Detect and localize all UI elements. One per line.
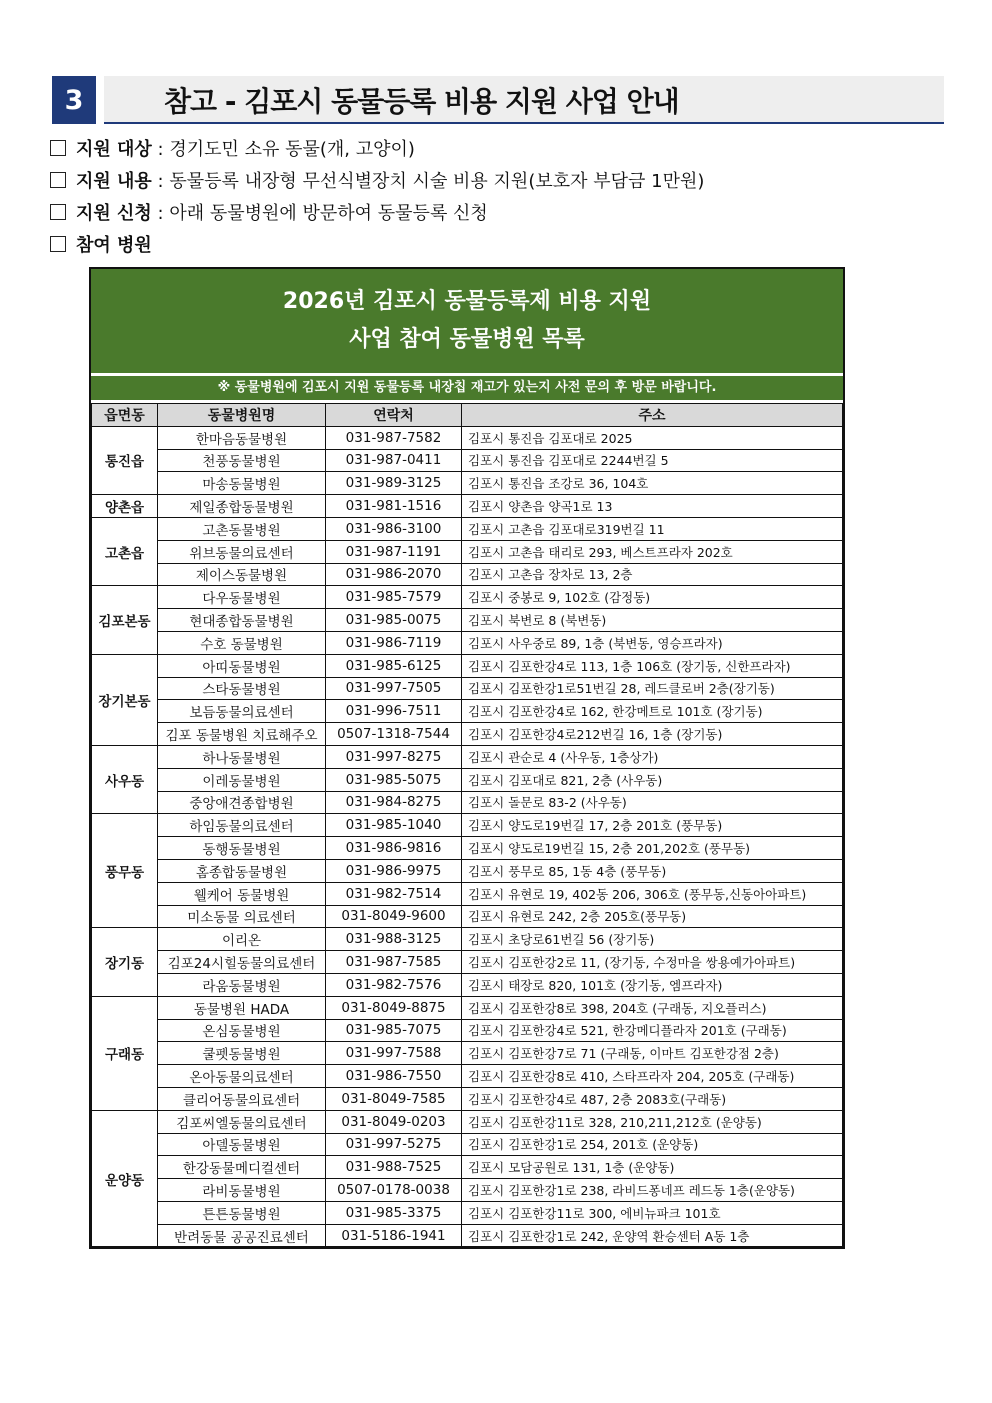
table-notice: ※ 동물병원에 김포시 지원 동물등록 내장칩 재고가 있는지 사전 문의 후 방문 바랍니다. (91, 373, 843, 403)
address-cell: 김포시 유현로 19, 402동 206, 306호 (풍무동,신동아아파트) (462, 882, 843, 905)
table-row (92, 426, 843, 449)
header-phone: 연락처 (326, 404, 462, 427)
table-row (92, 563, 843, 586)
address-cell: 김포시 통진읍 조강로 36, 104호 (462, 472, 843, 495)
hospital-name-cell: 클리어동물의료센터 (158, 1087, 326, 1110)
address-cell: 김포시 양도로19번길 15, 2층 201,202호 (풍무동) (462, 837, 843, 860)
phone-cell: 031-8049-7585 (326, 1087, 462, 1110)
table-row (92, 996, 843, 1019)
table-title-line2: 사업 참여 동물병원 목록 (349, 327, 585, 352)
checkbox-icon (50, 236, 66, 252)
address-cell: 김포시 고촌읍 장차로 13, 2층 (462, 563, 843, 586)
phone-cell: 031-988-7525 (326, 1156, 462, 1179)
info-key: 지원 대상 (76, 139, 152, 160)
address-cell: 김포시 김포한강7로 71 (구래동, 이마트 김포한강점 2층) (462, 1042, 843, 1065)
table-row (92, 1019, 843, 1042)
table-row (92, 517, 843, 540)
hospital-name-cell: 제이스동물병원 (158, 563, 326, 586)
hospital-name-cell: 한마음동물병원 (158, 426, 326, 449)
table-row (92, 677, 843, 700)
table-row (92, 928, 843, 951)
hospital-name-cell: 이리온 (158, 928, 326, 951)
phone-cell: 031-988-3125 (326, 928, 462, 951)
phone-cell: 031-986-3100 (326, 517, 462, 540)
phone-cell: 031-986-9975 (326, 859, 462, 882)
table-row (92, 609, 843, 632)
phone-cell: 031-986-9816 (326, 837, 462, 860)
district-cell: 통진읍 (92, 426, 158, 494)
table-body (92, 426, 843, 1247)
info-key: 지원 신청 (76, 203, 152, 224)
table-row (92, 654, 843, 677)
phone-cell: 031-986-7119 (326, 631, 462, 654)
hospital-name-cell: 이레동물병원 (158, 768, 326, 791)
hospital-name-cell: 김포 동물병원 치료해주오 (158, 723, 326, 746)
phone-cell: 031-986-7550 (326, 1065, 462, 1088)
address-cell: 김포시 모담공원로 131, 1층 (운양동) (462, 1156, 843, 1179)
table-row (92, 586, 843, 609)
table-row (92, 791, 843, 814)
info-value: 동물등록 내장형 무선식별장치 시술 비용 지원(보호자 부담금 1만원) (169, 171, 705, 192)
phone-cell: 031-986-2070 (326, 563, 462, 586)
phone-cell: 031-987-7582 (326, 426, 462, 449)
hospital-name-cell: 고촌동물병원 (158, 517, 326, 540)
district-cell: 양촌읍 (92, 495, 158, 518)
table-header-row (92, 404, 843, 427)
info-key: 지원 내용 (76, 171, 152, 192)
hospital-name-cell: 김포씨엘동물의료센터 (158, 1110, 326, 1133)
table-row (92, 1179, 843, 1202)
table-row (92, 905, 843, 928)
phone-cell: 031-981-1516 (326, 495, 462, 518)
table-title (91, 269, 843, 373)
address-cell: 김포시 유현로 242, 2층 205호(풍무동) (462, 905, 843, 928)
hospital-name-cell: 반려동물 공공진료센터 (158, 1224, 326, 1247)
address-cell: 김포시 사우중로 89, 1층 (북변동, 영승프라자) (462, 631, 843, 654)
info-value: 경기도민 소유 동물(개, 고양이) (169, 139, 415, 160)
info-apply (50, 200, 950, 232)
table-row (92, 859, 843, 882)
address-cell: 김포시 김포한강2로 11, (장기동, 수정마을 쌍용예가아파트) (462, 951, 843, 974)
hospital-name-cell: 제일종합동물병원 (158, 495, 326, 518)
phone-cell: 031-8049-8875 (326, 996, 462, 1019)
address-cell: 김포시 김포한강11로 300, 에비뉴파크 101호 (462, 1201, 843, 1224)
phone-cell: 031-8049-9600 (326, 905, 462, 928)
address-cell: 김포시 김포한강4로 113, 1층 106호 (장기동, 신한프라자) (462, 654, 843, 677)
table-row (92, 700, 843, 723)
hospital-name-cell: 수호 동물병원 (158, 631, 326, 654)
table-row (92, 768, 843, 791)
header-district: 읍면동 (92, 404, 158, 427)
table-row (92, 1224, 843, 1247)
phone-cell: 031-982-7514 (326, 882, 462, 905)
address-cell: 김포시 김포한강1로51번길 28, 레드클로버 2층(장기동) (462, 677, 843, 700)
checkbox-icon (50, 140, 66, 156)
district-cell: 장기동 (92, 928, 158, 996)
hospital-name-cell: 미소동물 의료센터 (158, 905, 326, 928)
address-cell: 김포시 초당로61번길 56 (장기동) (462, 928, 843, 951)
table-row (92, 1133, 843, 1156)
phone-cell: 031-997-7588 (326, 1042, 462, 1065)
phone-cell: 031-985-7579 (326, 586, 462, 609)
address-cell: 김포시 김포대로 821, 2층 (사우동) (462, 768, 843, 791)
phone-cell: 031-987-1191 (326, 540, 462, 563)
table-row (92, 1201, 843, 1224)
section-heading (52, 76, 944, 124)
hospital-name-cell: 현대종합동물병원 (158, 609, 326, 632)
table-row (92, 472, 843, 495)
table-row (92, 723, 843, 746)
phone-cell: 0507-0178-0038 (326, 1179, 462, 1202)
hospital-table-panel (89, 267, 845, 1249)
district-cell: 풍무동 (92, 814, 158, 928)
address-cell: 김포시 김포한강1로 254, 201호 (운양동) (462, 1133, 843, 1156)
table-row (92, 1110, 843, 1133)
info-key: 참여 병원 (76, 235, 152, 256)
phone-cell: 031-985-1040 (326, 814, 462, 837)
hospital-name-cell: 쿨펫동물병원 (158, 1042, 326, 1065)
heading-bar (104, 76, 944, 124)
phone-cell: 031-987-0411 (326, 449, 462, 472)
address-cell: 김포시 김포한강11로 328, 210,211,212호 (운양동) (462, 1110, 843, 1133)
hospital-name-cell: 보듬동물의료센터 (158, 700, 326, 723)
hospital-name-cell: 아띠동물병원 (158, 654, 326, 677)
table-row (92, 631, 843, 654)
info-sep: : (151, 139, 170, 160)
table-row (92, 951, 843, 974)
table-row (92, 882, 843, 905)
phone-cell: 031-985-6125 (326, 654, 462, 677)
address-cell: 김포시 고촌읍 김포대로319번길 11 (462, 517, 843, 540)
district-cell: 구래동 (92, 996, 158, 1110)
info-content (50, 168, 950, 200)
table-row (92, 449, 843, 472)
district-cell: 고촌읍 (92, 517, 158, 585)
district-cell: 사우동 (92, 745, 158, 813)
address-cell: 김포시 풍무로 85, 1동 4층 (풍무동) (462, 859, 843, 882)
phone-cell: 031-8049-0203 (326, 1110, 462, 1133)
address-cell: 김포시 김포한강4로 521, 한강메디플라자 201호 (구래동) (462, 1019, 843, 1042)
address-cell: 김포시 고촌읍 태리로 293, 베스트프라자 202호 (462, 540, 843, 563)
checkbox-icon (50, 172, 66, 188)
phone-cell: 031-989-3125 (326, 472, 462, 495)
hospital-name-cell: 김포24시힐동물의료센터 (158, 951, 326, 974)
table-row (92, 814, 843, 837)
info-target (50, 136, 950, 168)
address-cell: 김포시 김포한강4로 162, 한강메트로 101호 (장기동) (462, 700, 843, 723)
table-row (92, 1087, 843, 1110)
hospital-name-cell: 웰케어 동물병원 (158, 882, 326, 905)
table-row (92, 1065, 843, 1088)
address-cell: 김포시 돌문로 83-2 (사우동) (462, 791, 843, 814)
address-cell: 김포시 양촌읍 양곡1로 13 (462, 495, 843, 518)
hospital-name-cell: 동물병원 HADA (158, 996, 326, 1019)
phone-cell: 031-987-7585 (326, 951, 462, 974)
phone-cell: 031-982-7576 (326, 973, 462, 996)
address-cell: 김포시 김포한강1로 238, 라비드퐁네프 레드동 1층(운양동) (462, 1179, 843, 1202)
checkbox-icon (50, 204, 66, 220)
address-cell: 김포시 통진읍 김포대로 2025 (462, 426, 843, 449)
table-row (92, 1156, 843, 1179)
address-cell: 김포시 김포한강8로 398, 204호 (구래동, 지오플러스) (462, 996, 843, 1019)
info-list (50, 136, 950, 264)
address-cell: 김포시 북변로 8 (북변동) (462, 609, 843, 632)
district-cell: 김포본동 (92, 586, 158, 654)
info-sep: : (151, 203, 170, 224)
header-hospital: 동물병원명 (158, 404, 326, 427)
district-cell: 장기본동 (92, 654, 158, 745)
table-title-line1: 2026년 김포시 동물등록제 비용 지원 (282, 289, 652, 314)
hospital-name-cell: 스타동물병원 (158, 677, 326, 700)
info-hospitals (50, 232, 950, 264)
hospital-name-cell: 라움동물병원 (158, 973, 326, 996)
phone-cell: 031-985-7075 (326, 1019, 462, 1042)
address-cell: 김포시 김포한강8로 410, 스타프라자 204, 205호 (구래동) (462, 1065, 843, 1088)
hospital-name-cell: 하나동물병원 (158, 745, 326, 768)
hospital-name-cell: 홈종합동물병원 (158, 859, 326, 882)
table-row (92, 1042, 843, 1065)
hospital-name-cell: 천풍동물병원 (158, 449, 326, 472)
hospital-name-cell: 온심동물병원 (158, 1019, 326, 1042)
phone-cell: 031-996-7511 (326, 700, 462, 723)
phone-cell: 031-984-8275 (326, 791, 462, 814)
table-row (92, 837, 843, 860)
hospital-name-cell: 온아동물의료센터 (158, 1065, 326, 1088)
district-cell: 운양동 (92, 1110, 158, 1247)
header-address: 주소 (462, 404, 843, 427)
phone-cell: 031-985-0075 (326, 609, 462, 632)
hospital-name-cell: 동행동물병원 (158, 837, 326, 860)
hospital-name-cell: 튼튼동물병원 (158, 1201, 326, 1224)
address-cell: 김포시 김포한강4로 487, 2층 2083호(구래동) (462, 1087, 843, 1110)
hospital-name-cell: 다우동물병원 (158, 586, 326, 609)
phone-cell: 031-985-3375 (326, 1201, 462, 1224)
hospital-name-cell: 중앙애견종합병원 (158, 791, 326, 814)
phone-cell: 031-997-5275 (326, 1133, 462, 1156)
table-row (92, 745, 843, 768)
info-value: 아래 동물병원에 방문하여 동물등록 신청 (169, 203, 488, 224)
address-cell: 김포시 양도로19번길 17, 2층 201호 (풍무동) (462, 814, 843, 837)
section-number: 3 (52, 76, 96, 124)
phone-cell: 0507-1318-7544 (326, 723, 462, 746)
table-row (92, 495, 843, 518)
hospital-name-cell: 하임동물의료센터 (158, 814, 326, 837)
hospital-name-cell: 위브동물의료센터 (158, 540, 326, 563)
address-cell: 김포시 태장로 820, 101호 (장기동, 엠프라자) (462, 973, 843, 996)
table-row (92, 540, 843, 563)
hospital-table (91, 403, 843, 1247)
hospital-name-cell: 라비동물병원 (158, 1179, 326, 1202)
phone-cell: 031-997-7505 (326, 677, 462, 700)
address-cell: 김포시 김포한강1로 242, 운양역 환승센터 A동 1층 (462, 1224, 843, 1247)
section-title: 참고 - 김포시 동물등록 비용 지원 사업 안내 (164, 85, 679, 118)
phone-cell: 031-985-5075 (326, 768, 462, 791)
hospital-name-cell: 한강동물메디컬센터 (158, 1156, 326, 1179)
address-cell: 김포시 김포한강4로212번길 16, 1층 (장기동) (462, 723, 843, 746)
address-cell: 김포시 통진읍 김포대로 2244번길 5 (462, 449, 843, 472)
info-sep: : (151, 171, 170, 192)
hospital-name-cell: 마송동물병원 (158, 472, 326, 495)
address-cell: 김포시 중봉로 9, 102호 (감정동) (462, 586, 843, 609)
address-cell: 김포시 관순로 4 (사우동, 1층상가) (462, 745, 843, 768)
hospital-name-cell: 아델동물병원 (158, 1133, 326, 1156)
table-row (92, 973, 843, 996)
phone-cell: 031-997-8275 (326, 745, 462, 768)
phone-cell: 031-5186-1941 (326, 1224, 462, 1247)
